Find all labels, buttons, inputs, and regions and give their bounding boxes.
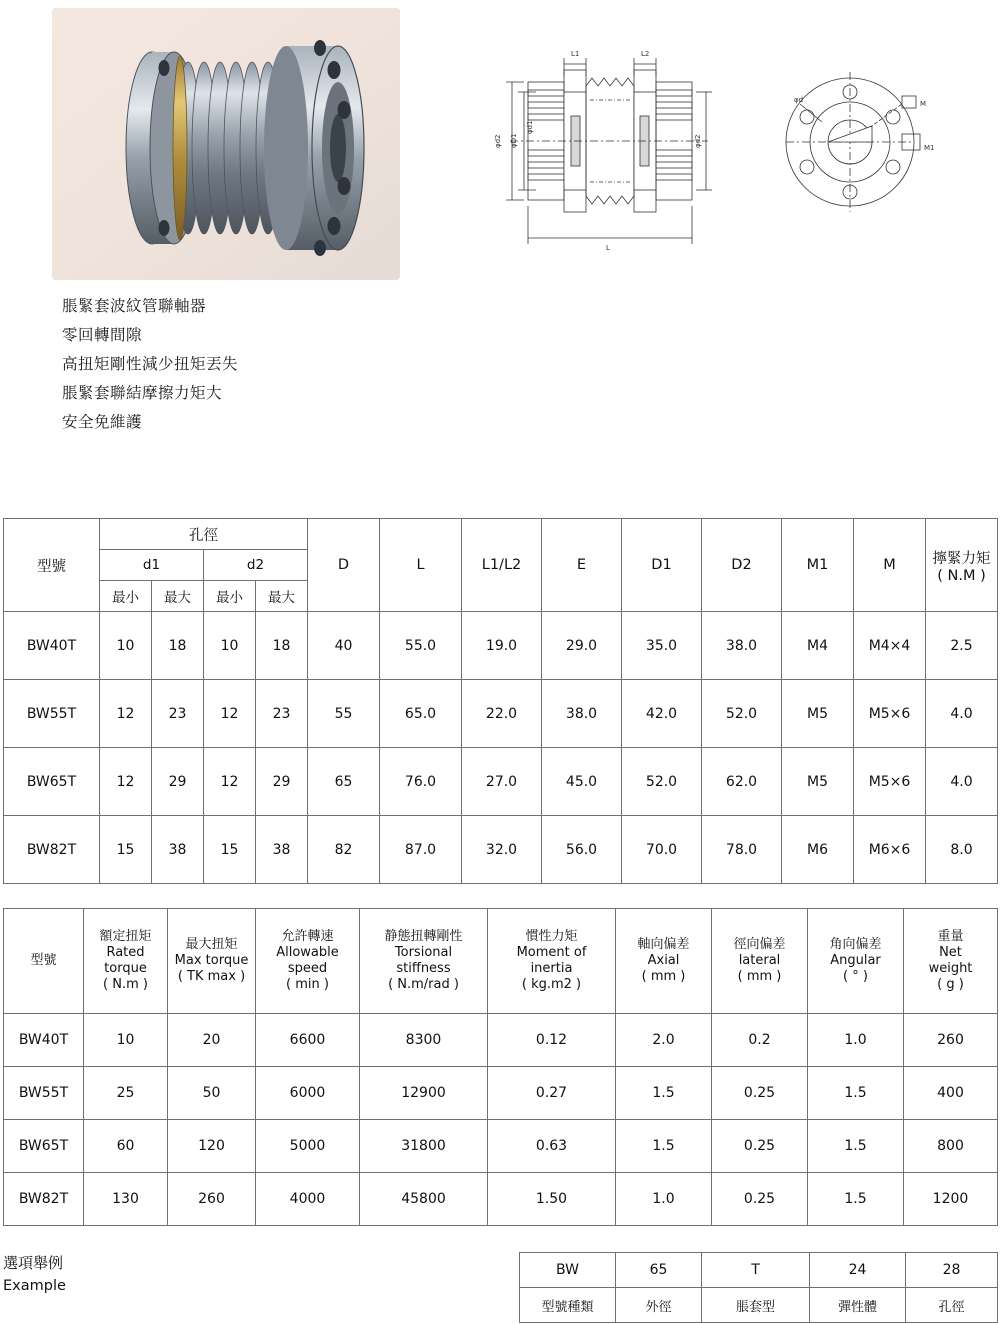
cell-d2-min: 10 [204,612,256,680]
hdr-line: 允許轉速 [281,929,334,944]
hdr-line: Net [939,945,962,960]
cell-lateral: 0.25 [712,1067,808,1120]
cell-clamp-torque: 4.0 [926,680,998,748]
table-row [4,1173,998,1226]
header-bore-group: 孔徑 [100,519,308,550]
header-model: 型號 [4,519,100,612]
feature-item: 零回轉間隙 [62,326,143,344]
hdr-line: Moment of [516,945,587,960]
cell-D1: 52.0 [622,748,702,816]
cell-M1: M4 [782,612,854,680]
cell-clamp-torque: 4.0 [926,748,998,816]
hdr-line: speed [287,961,328,976]
example-code-series: BW [520,1253,616,1288]
example-code-clamp-type: T [702,1253,810,1288]
example-label-outer-diameter: 外徑 [616,1288,702,1323]
cell-rated-torque: 60 [84,1120,168,1173]
cell-allowable-speed: 5000 [256,1120,360,1173]
cell-M1: M6 [782,816,854,884]
example-label-row [520,1288,998,1323]
example-label-series: 型號種類 [520,1288,616,1323]
cell-axial: 1.0 [616,1173,712,1226]
cell-L: 65.0 [380,680,462,748]
table-row [4,816,998,884]
cell-M: M5×6 [854,680,926,748]
cell-L: 87.0 [380,816,462,884]
example-label-en: Example [3,1278,66,1294]
svg-text:L1: L1 [571,50,580,58]
hdr-line: ( mm ) [641,969,686,984]
cell-d2-max: 29 [256,748,308,816]
cell-d1-min: 15 [100,816,152,884]
hdr-line: Angular [830,953,881,968]
svg-text:φd2: φd2 [494,134,502,148]
cell-axial: 1.5 [616,1067,712,1120]
example-label-bore: 孔徑 [906,1288,998,1323]
clamp-torque-line1: 擰緊力矩 [932,550,991,567]
example-code-bore: 28 [906,1253,998,1288]
header-max-torque [168,909,256,1014]
cell-M1: M5 [782,680,854,748]
cell-clamp-torque: 8.0 [926,816,998,884]
svg-text:φd: φd [794,96,804,104]
cell-d2-min: 15 [204,816,256,884]
feature-item: 脹緊套聯結摩擦力矩大 [62,384,223,402]
feature-list [62,292,238,437]
bellows-coupling-illustration [52,8,400,280]
table-row [4,680,998,748]
cell-model: BW40T [4,1014,84,1067]
header-d1: d1 [100,550,204,581]
table-row [4,1014,998,1067]
cell-torsional-stiffness: 8300 [360,1014,488,1067]
cell-model: BW55T [4,680,100,748]
cell-max-torque: 20 [168,1014,256,1067]
table-row [4,612,998,680]
cell-rated-torque: 25 [84,1067,168,1120]
drawing-svg [450,30,990,270]
cell-rated-torque: 10 [84,1014,168,1067]
performance-table [3,908,998,1226]
header-angular-deviation [808,909,904,1014]
header-D1: D1 [622,519,702,612]
cell-d1-min: 12 [100,748,152,816]
cell-allowable-speed: 6000 [256,1067,360,1120]
technical-drawing [450,30,990,270]
header-E: E [542,519,622,612]
cell-model: BW65T [4,1120,84,1173]
cell-max-torque: 50 [168,1067,256,1120]
hdr-line: 徑向偏差 [733,937,786,952]
cell-D2: 52.0 [702,680,782,748]
cell-D1: 42.0 [622,680,702,748]
header-torsional-stiffness [360,909,488,1014]
cell-L1L2: 19.0 [462,612,542,680]
cell-max-torque: 260 [168,1173,256,1226]
header-d2-max: 最大 [256,581,308,612]
cell-weight: 800 [904,1120,998,1173]
hdr-line: ( TK max ) [177,969,246,984]
hdr-line: Axial [647,953,680,968]
cell-D: 55 [308,680,380,748]
hdr-line: 重量 [937,929,964,944]
hdr-line: Max torque [174,953,249,968]
hdr-line: ( mm ) [737,969,782,984]
svg-text:M: M [920,100,927,108]
svg-text:φd1: φd1 [526,120,534,134]
header-model: 型號 [4,909,84,1014]
svg-text:L: L [606,244,610,252]
feature-item: 高扭矩剛性減少扭矩丟失 [62,355,239,373]
cell-E: 29.0 [542,612,622,680]
cell-M1: M5 [782,748,854,816]
table-header-row [4,909,998,1014]
header-moment-of-inertia [488,909,616,1014]
cell-moment-of-inertia: 0.12 [488,1014,616,1067]
cell-d2-min: 12 [204,680,256,748]
cell-D: 40 [308,612,380,680]
cell-moment-of-inertia: 0.63 [488,1120,616,1173]
table-row [4,748,998,816]
hdr-line: inertia [530,961,573,976]
cell-angular: 1.5 [808,1067,904,1120]
header-L: L [380,519,462,612]
hdr-line: ( N.m ) [103,977,148,992]
hdr-line: 慣性力矩 [525,929,578,944]
cell-allowable-speed: 6600 [256,1014,360,1067]
example-label [3,1252,66,1298]
cell-D1: 35.0 [622,612,702,680]
cell-weight: 400 [904,1067,998,1120]
hdr-line: weight [928,961,973,976]
cell-D1: 70.0 [622,816,702,884]
hdr-line: lateral [738,953,781,968]
cell-d2-min: 12 [204,748,256,816]
header-M: M [854,519,926,612]
cell-moment-of-inertia: 0.27 [488,1067,616,1120]
cell-d1-max: 29 [152,748,204,816]
cell-model: BW82T [4,1173,84,1226]
feature-item: 脹緊套波紋管聯軸器 [62,297,207,315]
cell-L1L2: 22.0 [462,680,542,748]
cell-model: BW40T [4,612,100,680]
hdr-line: ( kg.m2 ) [521,977,582,992]
hdr-line: stiffness [396,961,451,976]
hdr-line: torque [104,961,147,976]
hdr-line: Allowable [276,945,339,960]
clamp-torque-line2: ( N.M ) [937,567,986,584]
cell-model: BW55T [4,1067,84,1120]
table-row [4,1067,998,1120]
cell-moment-of-inertia: 1.50 [488,1173,616,1226]
cell-weight: 260 [904,1014,998,1067]
cell-allowable-speed: 4000 [256,1173,360,1226]
hdr-line: 角向偏差 [829,937,882,952]
svg-text:M1: M1 [924,144,935,152]
cell-M: M5×6 [854,748,926,816]
feature-item: 安全免維護 [62,413,143,431]
cell-d1-max: 23 [152,680,204,748]
cell-d1-min: 10 [100,612,152,680]
svg-text:φD1: φD1 [510,133,518,148]
example-label-zh: 選項舉例 [3,1254,64,1272]
cell-d2-max: 18 [256,612,308,680]
cell-d1-min: 12 [100,680,152,748]
cell-M: M6×6 [854,816,926,884]
cell-lateral: 0.25 [712,1173,808,1226]
cell-D: 82 [308,816,380,884]
example-label-clamp-type: 脹套型 [702,1288,810,1323]
product-overview-area [0,0,1000,460]
cell-model: BW65T [4,748,100,816]
hdr-line: Rated [106,945,145,960]
cell-model: BW82T [4,816,100,884]
svg-text:φd2: φd2 [694,134,702,148]
cell-E: 38.0 [542,680,622,748]
hdr-line: ( g ) [937,977,964,992]
hdr-line: ( min ) [286,977,329,992]
header-d1-min: 最小 [100,581,152,612]
hdr-line: 軸向偏差 [637,937,690,952]
cell-d2-max: 38 [256,816,308,884]
header-axial-deviation [616,909,712,1014]
cell-M: M4×4 [854,612,926,680]
cell-angular: 1.0 [808,1014,904,1067]
hdr-line: 静態扭轉剛性 [384,929,463,944]
cell-axial: 1.5 [616,1120,712,1173]
dimension-table [3,518,998,884]
header-d1-max: 最大 [152,581,204,612]
cell-torsional-stiffness: 31800 [360,1120,488,1173]
cell-E: 56.0 [542,816,622,884]
example-code-row [520,1253,998,1288]
header-net-weight [904,909,998,1014]
hdr-line: ( ° ) [843,969,868,984]
cell-D2: 38.0 [702,612,782,680]
cell-torsional-stiffness: 45800 [360,1173,488,1226]
cell-rated-torque: 130 [84,1173,168,1226]
cell-max-torque: 120 [168,1120,256,1173]
header-rated-torque [84,909,168,1014]
cell-L: 55.0 [380,612,462,680]
hdr-line: 最大扭矩 [185,937,238,952]
cell-weight: 1200 [904,1173,998,1226]
cell-torsional-stiffness: 12900 [360,1067,488,1120]
hdr-line: ( N.m/rad ) [388,977,459,992]
cell-angular: 1.5 [808,1120,904,1173]
header-L1L2: L1/L2 [462,519,542,612]
cell-d2-max: 23 [256,680,308,748]
cell-L: 76.0 [380,748,462,816]
hdr-line: 額定扭矩 [99,929,152,944]
hdr-line: Torsional [394,945,453,960]
header-M1: M1 [782,519,854,612]
cell-d1-max: 38 [152,816,204,884]
cell-d1-max: 18 [152,612,204,680]
svg-text:L2: L2 [641,50,650,58]
example-label-elastomer: 彈性體 [810,1288,906,1323]
table-header-row [4,519,998,550]
header-d2: d2 [204,550,308,581]
header-allowable-speed [256,909,360,1014]
header-d2-min: 最小 [204,581,256,612]
header-D: D [308,519,380,612]
product-photo [52,8,400,280]
example-code-elastomer: 24 [810,1253,906,1288]
cell-angular: 1.5 [808,1173,904,1226]
table-row [4,1120,998,1173]
cell-D2: 78.0 [702,816,782,884]
cell-L1L2: 32.0 [462,816,542,884]
cell-axial: 2.0 [616,1014,712,1067]
header-clamp-torque [926,519,998,612]
example-code-outer-diameter: 65 [616,1253,702,1288]
cell-L1L2: 27.0 [462,748,542,816]
cell-D2: 62.0 [702,748,782,816]
cell-E: 45.0 [542,748,622,816]
cell-D: 65 [308,748,380,816]
cell-lateral: 0.25 [712,1120,808,1173]
cell-lateral: 0.2 [712,1014,808,1067]
header-lateral-deviation [712,909,808,1014]
header-D2: D2 [702,519,782,612]
cell-clamp-torque: 2.5 [926,612,998,680]
example-code-table [519,1252,998,1323]
